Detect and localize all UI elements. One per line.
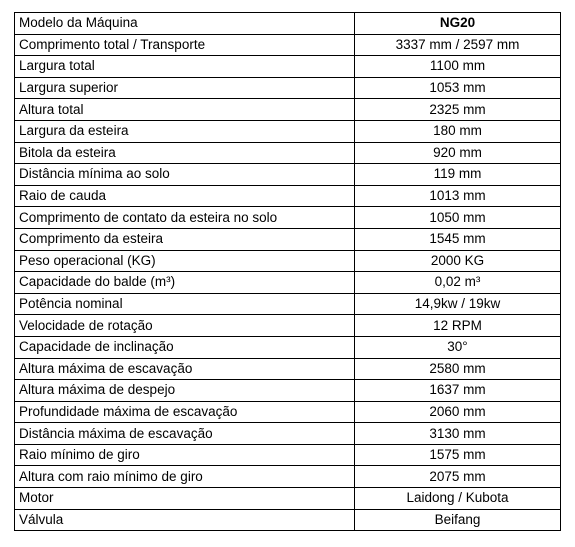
table-row <box>15 142 561 164</box>
row-label: Raio de cauda <box>15 185 355 207</box>
row-value: 1575 mm <box>355 444 561 466</box>
row-value: 1013 mm <box>355 185 561 207</box>
row-label: Motor <box>15 488 355 510</box>
header-label-cell: Modelo da Máquina <box>15 13 355 35</box>
table-row <box>15 207 561 229</box>
table-row <box>15 56 561 78</box>
row-label: Altura total <box>15 99 355 121</box>
table-row <box>15 401 561 423</box>
table-row <box>15 380 561 402</box>
row-label: Bitola da esteira <box>15 142 355 164</box>
row-label: Largura da esteira <box>15 120 355 142</box>
row-label: Distância mínima ao solo <box>15 164 355 186</box>
row-value: 1637 mm <box>355 380 561 402</box>
row-label: Raio mínimo de giro <box>15 444 355 466</box>
table-row <box>15 509 561 531</box>
table-row <box>15 228 561 250</box>
row-value: 2075 mm <box>355 466 561 488</box>
row-label: Comprimento de contato da esteira no solo <box>15 207 355 229</box>
row-value: 14,9kw / 19kw <box>355 293 561 315</box>
table-row <box>15 315 561 337</box>
row-label: Largura superior <box>15 77 355 99</box>
row-label: Capacidade do balde (m³) <box>15 272 355 294</box>
row-label: Capacidade de inclinação <box>15 336 355 358</box>
row-label: Profundidade máxima de escavação <box>15 401 355 423</box>
table-row <box>15 77 561 99</box>
row-label: Comprimento total / Transporte <box>15 34 355 56</box>
row-value: 1545 mm <box>355 228 561 250</box>
table-header-row <box>15 13 561 35</box>
row-label: Comprimento da esteira <box>15 228 355 250</box>
row-label: Velocidade de rotação <box>15 315 355 337</box>
row-value: Laidong / Kubota <box>355 488 561 510</box>
row-value: 119 mm <box>355 164 561 186</box>
row-value: 3130 mm <box>355 423 561 445</box>
table-row <box>15 358 561 380</box>
spec-table-body <box>15 13 561 531</box>
row-label: Altura com raio mínimo de giro <box>15 466 355 488</box>
table-row <box>15 272 561 294</box>
table-row <box>15 444 561 466</box>
table-row <box>15 185 561 207</box>
table-row <box>15 164 561 186</box>
table-row <box>15 336 561 358</box>
table-row <box>15 466 561 488</box>
row-label: Potência nominal <box>15 293 355 315</box>
table-row <box>15 99 561 121</box>
spec-table <box>14 12 561 531</box>
table-row <box>15 120 561 142</box>
row-value: 1050 mm <box>355 207 561 229</box>
row-value: 2060 mm <box>355 401 561 423</box>
row-value: 30° <box>355 336 561 358</box>
row-value: 0,02 m³ <box>355 272 561 294</box>
row-label: Peso operacional (KG) <box>15 250 355 272</box>
row-label: Largura total <box>15 56 355 78</box>
row-value: Beifang <box>355 509 561 531</box>
row-value: 1053 mm <box>355 77 561 99</box>
header-model-cell: NG20 <box>355 13 561 35</box>
row-value: 2580 mm <box>355 358 561 380</box>
row-value: 920 mm <box>355 142 561 164</box>
table-row <box>15 488 561 510</box>
row-label: Distância máxima de escavação <box>15 423 355 445</box>
table-row <box>15 423 561 445</box>
row-value: 2325 mm <box>355 99 561 121</box>
row-value: 3337 mm / 2597 mm <box>355 34 561 56</box>
table-row <box>15 250 561 272</box>
row-value: 2000 KG <box>355 250 561 272</box>
row-label: Altura máxima de despejo <box>15 380 355 402</box>
table-row <box>15 34 561 56</box>
row-label: Altura máxima de escavação <box>15 358 355 380</box>
row-value: 1100 mm <box>355 56 561 78</box>
row-label: Válvula <box>15 509 355 531</box>
row-value: 180 mm <box>355 120 561 142</box>
row-value: 12 RPM <box>355 315 561 337</box>
table-row <box>15 293 561 315</box>
